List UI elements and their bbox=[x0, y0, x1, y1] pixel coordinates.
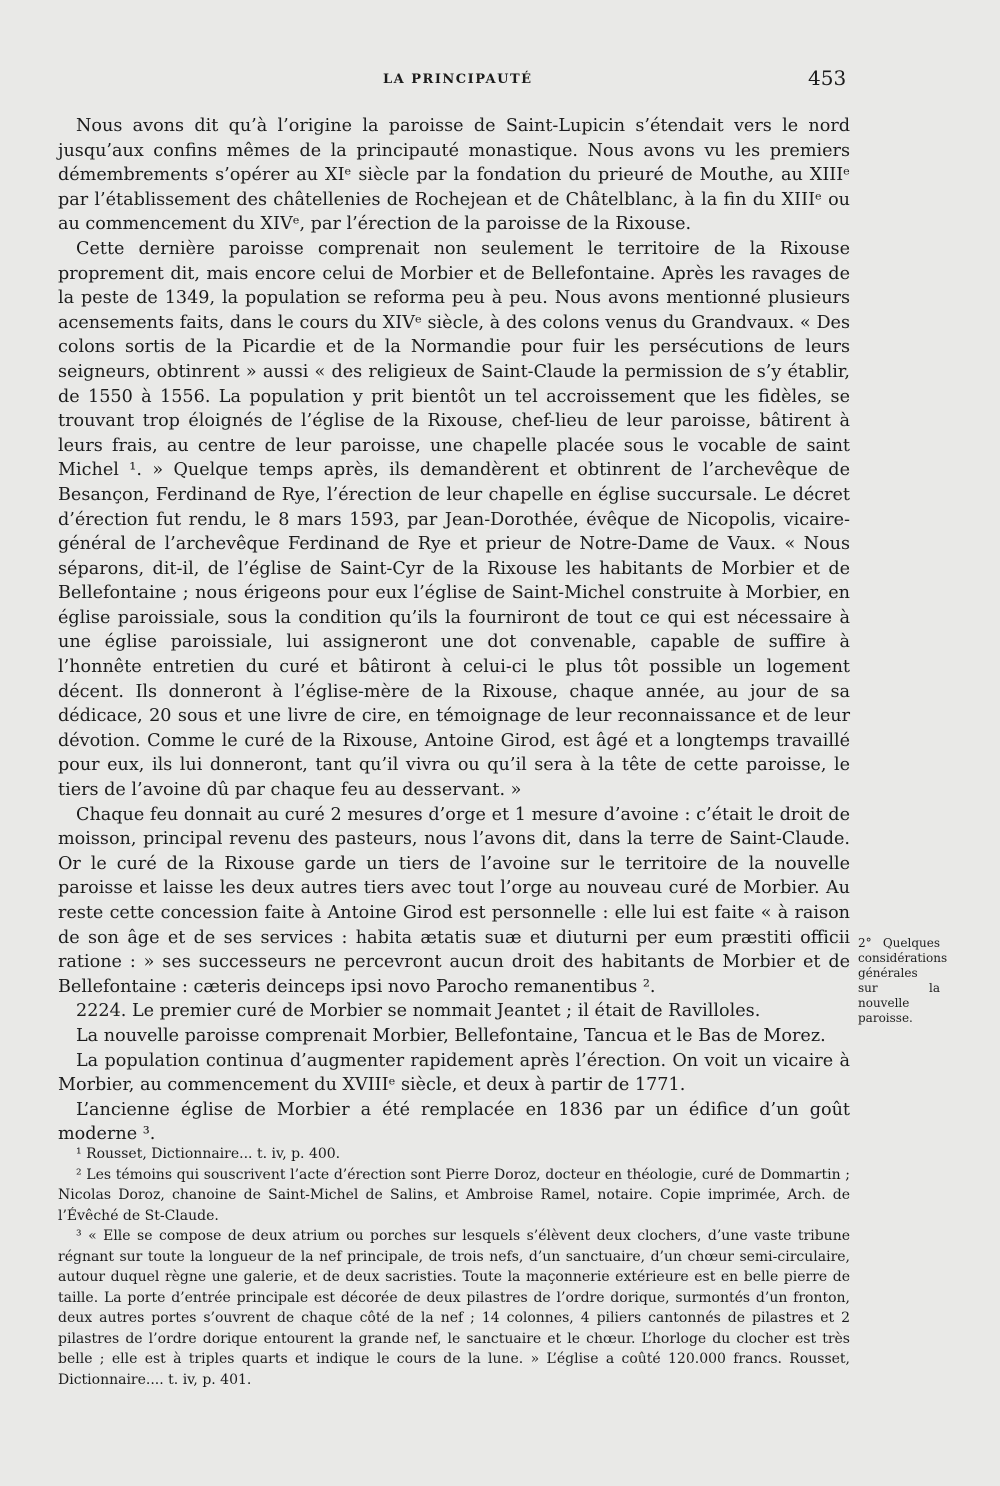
paragraph: La nouvelle paroisse comprenait Morbier, Bellefontaine, Tancua et le Bas de Morez. bbox=[76, 1025, 826, 1046]
running-head: LA PRINCIPAUTÉ bbox=[383, 72, 533, 87]
footnote: ² Les témoins qui souscrivent l’acte d’érection sont Pierre Doroz, docteur en théologie, curé de Dommartin ; Nicolas Doroz, chanoine de Saint-Michel de Salins, et Ambroise Ramel, notaire. Copie imprimée, Arch. de l’Évêché de St-Claude. bbox=[58, 1166, 850, 1224]
footnote: ¹ Rousset, Dictionnaire... t. iv, p. 400. bbox=[76, 1146, 341, 1162]
paragraph: La population continua d’augmenter rapidement après l’érection. On voit un vicaire à Morbier, au commencement du XVIIIᵉ siècle, et deux à partir de 1771. bbox=[58, 1050, 850, 1096]
paragraph: Chaque feu donnait au curé 2 mesures d’orge et 1 mesure d’avoine : c’était le droit de moisson, principal revenu des pasteurs, nous l’avons dit, dans la terre de Saint-Claude. Or le curé de la Rixouse garde un tiers de l’avoine sur le territoire de la nouvelle paroisse et laisse les deux autres tiers avec tout l’orge au nouveau curé de Morbier. Au reste cette concession faite à Antoine Girod est personnelle : elle lui est faite « à raison de son âge et de ses services : habita ætatis suæ et diuturni per eum præstiti officii ratione : » ses successeurs ne percevront aucun droit des habitants de Morbier et de Bellefontaine : cæteris deinceps ipsi novo Parocho remanentibus ². bbox=[58, 804, 850, 997]
footnote: ³ « Elle se compose de deux atrium ou porches sur lesquels s’élèvent deux clochers, d’une vaste tribune régnant sur toute la longueur de la nef principale, de trois nefs, d’un sanctuaire, d’un chœur semi-circulaire, autour duquel règne une galerie, et de deux sacristies. Toute la maçonnerie extérieure est en belle pierre de taille. La porte d’entrée principale est décorée de deux pilastres de l’ordre dorique, surmontés d’un fronton, deux autres portes s’ouvrent de chaque côté de la nef ; 14 colonnes, 4 piliers cantonnés de pilastres et 2 pilastres de l’ordre dorique entourent la grande nef, le sanctuaire et le chœur. L’horloge du clocher est très belle ; elle est à triples quarts et indique le cours de la lune. » L’église a coûté 120.000 francs. Rousset, Dictionnaire.... t. iv, p. 401. bbox=[58, 1228, 850, 1388]
margin-note: 2° Quelques considérations générales sur la nouvelle paroisse. bbox=[858, 936, 948, 1025]
page-number: 453 bbox=[808, 66, 847, 90]
paragraph: L’ancienne église de Morbier a été remplacée en 1836 par un édifice d’un goût moderne ³. bbox=[58, 1099, 850, 1145]
paragraph: Cette dernière paroisse comprenait non seulement le territoire de la Rixouse proprement dit, mais encore celui de Morbier et de Bellefontaine. Après les ravages de la peste de 1349, la population se reforma peu à peu. Nous avons mentionné plusieurs acensements faits, dans le cours du XIVᵉ siècle, à des colons venus du Grandvaux. « Des colons sortis de la Picardie et de la Normandie pour fuir les persécutions de leurs seigneurs, obtinrent » aussi « des religieux de Saint-Claude la permission de s’y établir, de 1550 à 1556. La population y prit bientôt un tel accroissement que les fidèles, se trouvant trop éloignés de l’église de la Rixouse, chef-lieu de leur paroisse, bâtirent à leurs frais, au centre de leur paroisse, une chapelle placée sous le vocable de saint Michel ¹. » Quelque temps après, ils demandèrent et obtinrent de l’archevêque de Besançon, Ferdinand de Rye, l’érection de leur chapelle en église succursale. Le décret d’érection fut rendu, le 8 mars 1593, par Jean-Dorothée, évêque de Nicopolis, vicaire-général de l’archevêque Ferdinand de Rye et prieur de Notre-Dame de Vaux. « Nous séparons, dit-il, de l’église de Saint-Cyr de la Rixouse les habitants de Morbier et de Bellefontaine ; nous érigeons pour eux l’église de Saint-Michel construite à Morbier, en église paroissiale, sous la condition qu’ils la fourniront de tout ce qui est nécessaire à une église paroissiale, lui assigneront une dot convenable, capable de suffire à l’honnête entretien du curé et bâtiront à celui-ci le plus tôt possible un logement décent. Ils donneront à l’église-mère de la Rixouse, chaque année, au jour de sa dédicace, 20 sous et une livre de cire, en témoignage de leur reconnaissance et de leur dévotion. Comme le curé de la Rixouse, Antoine Girod, est âgé et a longtemps travaillé pour eux, ils lui donneront, tant qu’il vivra ou qu’il sera à la tête de cette paroisse, le tiers de l’avoine dû par chaque feu au desservant. » bbox=[58, 238, 850, 801]
footnotes bbox=[58, 1144, 850, 1390]
paragraph: 2224. Le premier curé de Morbier se nommait Jeantet ; il était de Ravilloles. bbox=[76, 1001, 761, 1022]
main-text bbox=[58, 114, 850, 1147]
paragraph: Nous avons dit qu’à l’origine la paroisse de Saint-Lupicin s’étendait vers le nord jusqu’aux confins mêmes de la principauté monastique. Nous avons vu les premiers démembrements s’opérer au XIᵉ siècle par la fondation du prieuré de Mouthe, au XIIIᵉ par l’établissement des châtellenies de Rochejean et de Châtelblanc, à la fin du XIIIᵉ ou au commencement du XIVᵉ, par l’érection de la paroisse de la Rixouse. bbox=[58, 116, 850, 235]
